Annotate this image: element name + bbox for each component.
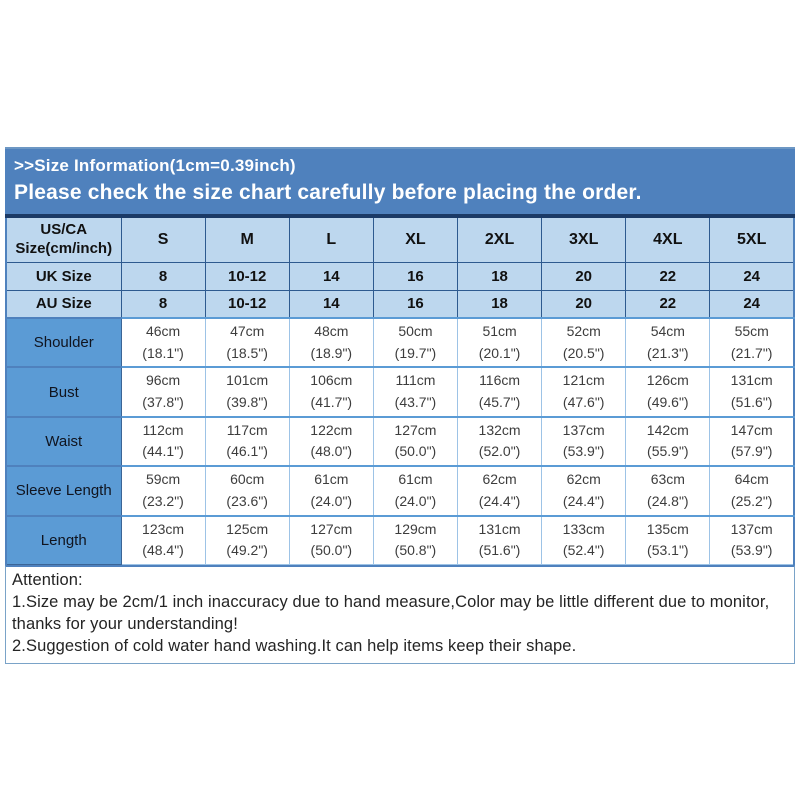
inch-value: (24.0") xyxy=(394,492,437,509)
inch-value: (50.8") xyxy=(394,542,437,559)
size-column-header: M xyxy=(205,216,289,262)
size-chart-panel xyxy=(5,147,795,664)
uk-row-label: UK Size xyxy=(6,262,121,290)
cm-value: 54cm xyxy=(650,323,685,339)
size-value-cell: 20 xyxy=(542,262,626,290)
inch-value: (48.0") xyxy=(310,443,353,460)
inch-value: (18.1") xyxy=(142,344,184,361)
cm-value: 116cm xyxy=(479,372,521,389)
attention-note-1: 1.Size may be 2cm/1 inch inaccuracy due to hand measure,Color may be little different due to monitor, thanks for your understanding! xyxy=(12,592,770,633)
measurement-cell xyxy=(626,417,710,466)
measurement-cell xyxy=(542,516,626,565)
inch-value: (50.0") xyxy=(310,542,353,559)
size-column-header: 5XL xyxy=(710,216,794,262)
size-value-cell: 14 xyxy=(289,262,373,290)
attention-note-2: 2.Suggestion of cold water hand washing.It can help items keep their shape. xyxy=(12,636,577,655)
cm-value: 48cm xyxy=(314,323,349,339)
cm-value: 142cm xyxy=(646,421,689,438)
cm-value: 47cm xyxy=(230,323,265,339)
measurement-row-label: Waist xyxy=(6,417,121,466)
size-value-cell: 8 xyxy=(121,290,205,318)
attention-title: Attention: xyxy=(12,571,83,589)
measurement-cell xyxy=(710,466,794,515)
inch-value: (20.5") xyxy=(562,344,605,361)
measurement-cell xyxy=(205,367,289,416)
cm-value: 61cm xyxy=(314,471,349,488)
size-column-header: S xyxy=(121,216,205,262)
cm-value: 101cm xyxy=(226,372,269,389)
cm-value: 137cm xyxy=(730,520,773,537)
inch-value: (24.4") xyxy=(478,492,521,509)
measurement-cell xyxy=(121,466,205,515)
inch-value: (24.0") xyxy=(310,492,353,509)
inch-value: (19.7") xyxy=(394,344,437,361)
measurement-cell xyxy=(373,516,457,565)
cm-value: 117cm xyxy=(226,421,268,438)
inch-value: (55.9") xyxy=(647,443,689,460)
cm-value: 96cm xyxy=(145,372,181,389)
inch-value: (18.9") xyxy=(310,344,353,361)
cm-value: 125cm xyxy=(226,520,269,537)
cm-value: 126cm xyxy=(646,372,689,389)
measurement-cell xyxy=(289,318,373,367)
measurement-cell xyxy=(205,466,289,515)
size-value-cell: 22 xyxy=(626,290,710,318)
cm-value: 52cm xyxy=(566,323,601,339)
measurement-cell xyxy=(373,318,457,367)
size-column-header: 2XL xyxy=(458,216,542,262)
inch-value: (53.9") xyxy=(730,542,773,559)
measurement-cell xyxy=(542,417,626,466)
inch-value: (18.5") xyxy=(226,344,268,361)
measurement-row-label: Length xyxy=(6,516,121,565)
measurement-cell xyxy=(373,466,457,515)
size-value-cell: 18 xyxy=(458,290,542,318)
inch-value: (46.1") xyxy=(226,443,268,460)
size-value-cell: 10-12 xyxy=(205,262,289,290)
inch-value: (37.8") xyxy=(142,394,184,411)
measurement-cell xyxy=(373,367,457,416)
measurement-row-label: Bust xyxy=(6,367,121,416)
inch-value: (51.6") xyxy=(478,542,521,559)
measurement-cell xyxy=(626,516,710,565)
cm-value: 106cm xyxy=(310,372,353,389)
measurement-row-label: Shoulder xyxy=(6,318,121,367)
inch-value: (44.1") xyxy=(142,443,184,460)
measurement-cell xyxy=(121,367,205,416)
inch-value: (43.7") xyxy=(394,394,437,411)
size-value-cell: 20 xyxy=(542,290,626,318)
inch-value: (24.4") xyxy=(562,492,605,509)
cm-value: 111cm xyxy=(395,372,436,389)
measurement-cell xyxy=(205,516,289,565)
inch-value: (21.7") xyxy=(730,344,773,361)
cm-value: 63cm xyxy=(650,471,685,488)
cm-value: 64cm xyxy=(734,471,769,488)
cm-value: 132cm xyxy=(478,421,521,438)
inch-value: (48.4") xyxy=(142,542,184,559)
cm-value: 59cm xyxy=(145,471,181,488)
size-column-header: 4XL xyxy=(626,216,710,262)
inch-value: (25.2") xyxy=(730,492,773,509)
cm-value: 62cm xyxy=(566,471,601,488)
measurement-cell xyxy=(289,417,373,466)
inch-value: (24.8") xyxy=(647,492,689,509)
measurement-cell xyxy=(205,417,289,466)
measurement-cell xyxy=(710,367,794,416)
measurement-cell xyxy=(626,466,710,515)
measurement-cell xyxy=(710,516,794,565)
title-band xyxy=(5,147,795,214)
measurement-cell xyxy=(458,318,542,367)
size-column-header: XL xyxy=(373,216,457,262)
size-value-cell: 22 xyxy=(626,262,710,290)
cm-value: 129cm xyxy=(394,520,437,537)
cm-value: 51cm xyxy=(482,323,517,339)
size-value-cell: 10-12 xyxy=(205,290,289,318)
inch-value: (49.2") xyxy=(226,542,268,559)
cm-value: 133cm xyxy=(562,520,605,537)
attention-box xyxy=(5,565,795,664)
cm-value: 137cm xyxy=(562,421,605,438)
measurement-cell xyxy=(289,516,373,565)
size-value-cell: 16 xyxy=(373,290,457,318)
inch-value: (52.4") xyxy=(562,542,605,559)
measurement-cell xyxy=(205,318,289,367)
inch-value: (23.2") xyxy=(142,492,184,509)
cm-value: 127cm xyxy=(310,520,353,537)
size-value-cell: 18 xyxy=(458,262,542,290)
inch-value: (21.3") xyxy=(647,344,689,361)
inch-value: (51.6") xyxy=(730,394,773,411)
cm-value: 127cm xyxy=(394,421,437,438)
measurement-cell xyxy=(458,417,542,466)
size-value-cell: 8 xyxy=(121,262,205,290)
inch-value: (52.0") xyxy=(478,443,521,460)
measurement-cell xyxy=(710,417,794,466)
inch-value: (49.6") xyxy=(647,394,689,411)
inch-value: (47.6") xyxy=(562,394,605,411)
measurement-cell xyxy=(121,318,205,367)
size-chart-table xyxy=(5,214,795,565)
cm-value: 123cm xyxy=(142,520,185,537)
size-information-title: >>Size Information(1cm=0.39inch) xyxy=(14,156,296,175)
inch-value: (57.9") xyxy=(730,443,773,460)
measurement-cell xyxy=(121,417,205,466)
cm-value: 135cm xyxy=(646,520,689,537)
measurement-row-label: Sleeve Length xyxy=(6,466,121,515)
measurement-cell xyxy=(626,318,710,367)
check-size-chart-notice: Please check the size chart carefully before placing the order. xyxy=(14,181,642,204)
inch-value: (53.9") xyxy=(562,443,605,460)
inch-value: (45.7") xyxy=(478,394,521,411)
cm-value: 122cm xyxy=(310,421,353,438)
cm-value: 131cm xyxy=(730,372,773,389)
cm-value: 62cm xyxy=(482,471,517,488)
size-value-cell: 24 xyxy=(710,262,794,290)
inch-value: (53.1") xyxy=(647,542,689,559)
inch-value: (41.7") xyxy=(310,394,353,411)
measurement-cell xyxy=(373,417,457,466)
measurement-cell xyxy=(542,318,626,367)
corner-label: US/CA Size(cm/inch) xyxy=(6,216,121,262)
inch-value: (50.0") xyxy=(394,443,437,460)
measurement-cell xyxy=(458,367,542,416)
size-value-cell: 14 xyxy=(289,290,373,318)
size-column-header: L xyxy=(289,216,373,262)
cm-value: 131cm xyxy=(478,520,521,537)
cm-value: 46cm xyxy=(145,323,181,339)
size-value-cell: 16 xyxy=(373,262,457,290)
cm-value: 55cm xyxy=(734,323,769,339)
cm-value: 60cm xyxy=(230,471,265,488)
measurement-cell xyxy=(458,516,542,565)
measurement-cell xyxy=(542,466,626,515)
measurement-cell xyxy=(542,367,626,416)
measurement-cell xyxy=(121,516,205,565)
cm-value: 121cm xyxy=(562,372,605,389)
measurement-cell xyxy=(458,466,542,515)
size-column-header: 3XL xyxy=(542,216,626,262)
size-value-cell: 24 xyxy=(710,290,794,318)
measurement-cell xyxy=(289,367,373,416)
measurement-cell xyxy=(710,318,794,367)
inch-value: (23.6") xyxy=(226,492,268,509)
inch-value: (20.1") xyxy=(478,344,521,361)
inch-value: (39.8") xyxy=(226,394,268,411)
cm-value: 147cm xyxy=(730,421,773,438)
cm-value: 112cm xyxy=(142,421,184,438)
cm-value: 61cm xyxy=(398,471,433,488)
measurement-cell xyxy=(626,367,710,416)
measurement-cell xyxy=(289,466,373,515)
cm-value: 50cm xyxy=(398,323,433,339)
au-row-label: AU Size xyxy=(6,290,121,318)
